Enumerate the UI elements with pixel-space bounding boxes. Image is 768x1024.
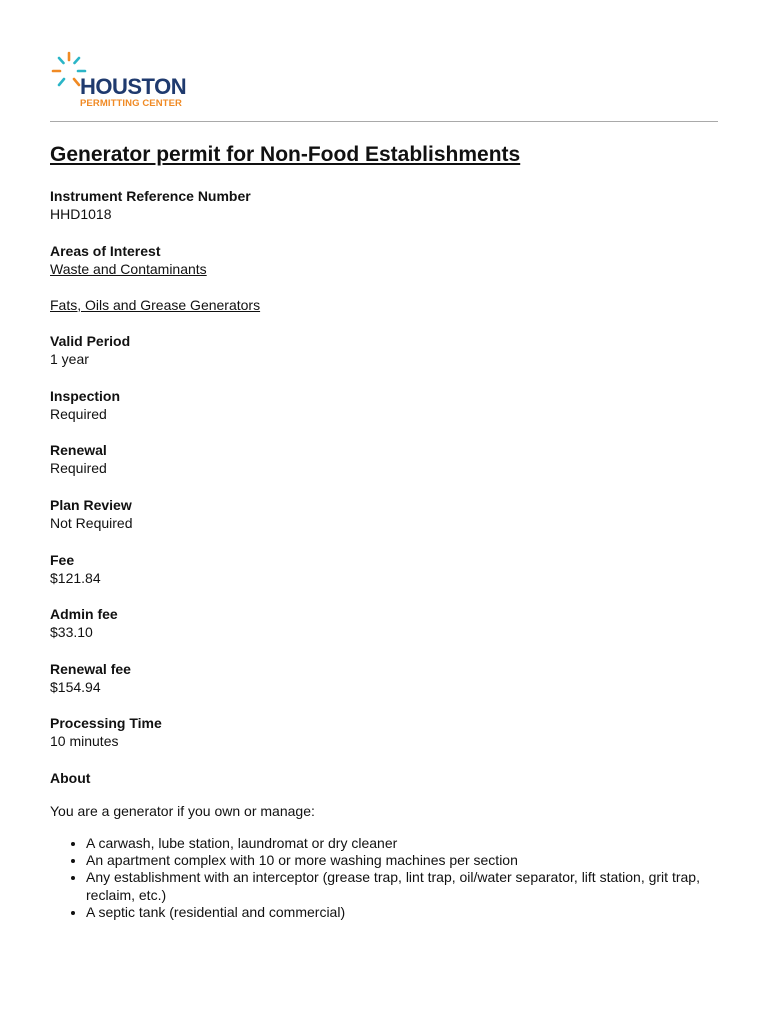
field-fee (50, 551, 718, 587)
about-section (50, 769, 718, 921)
field-value: 1 year (50, 351, 89, 368)
field-valid-period (50, 332, 718, 368)
field-inspection (50, 387, 718, 423)
field-processing-time (50, 714, 718, 750)
field-value: HHD1018 (50, 206, 112, 222)
houston-permitting-center-logo[interactable] (50, 50, 210, 114)
field-value: Required (50, 460, 107, 477)
field-plan-review (50, 496, 718, 532)
about-intro: You are a generator if you own or manage: (50, 802, 315, 819)
field-label: Valid Period (50, 333, 131, 350)
field-label: Renewal fee (50, 660, 131, 677)
list-item: • Any establishment with an interceptor (grease trap, lint trap, oil/water separator, lift station, grit trap, reclaim, etc.) (86, 869, 718, 903)
field-value: Not Required (50, 514, 133, 531)
field-admin-fee (50, 605, 718, 641)
field-renewal (50, 441, 718, 477)
spacer (50, 278, 718, 296)
field-label: Processing Time (50, 715, 162, 732)
list-item: • A septic tank (residential and commercial) (86, 904, 718, 921)
list-item: • An apartment complex with 10 or more washing machines per section (86, 852, 718, 869)
header-divider (50, 121, 718, 122)
link-fats-oils-grease-generators[interactable]: Fats, Oils and Grease Generators (50, 296, 261, 313)
field-label: Fee (50, 551, 75, 568)
page-title: Generator permit for Non-Food Establishments (50, 143, 521, 166)
generator-criteria-list (50, 835, 718, 921)
field-label: Renewal (50, 442, 107, 459)
field-label: Plan Review (50, 496, 132, 513)
field-renewal-fee (50, 660, 718, 696)
field-areas-of-interest (50, 242, 718, 314)
field-value: $121.84 (50, 569, 101, 586)
field-value: Required (50, 405, 107, 422)
field-value: 10 minutes (50, 733, 119, 750)
field-instrument-reference (50, 187, 718, 223)
logo-wordmark: HOUSTON (80, 74, 187, 99)
permit-details (50, 187, 718, 940)
field-label: Inspection (50, 387, 121, 404)
field-label: Instrument Reference Number (50, 188, 251, 204)
list-item: • A carwash, lube station, laundromat or dry cleaner (86, 835, 718, 852)
field-value: $154.94 (50, 678, 101, 695)
link-waste-and-contaminants[interactable]: Waste and Contaminants (50, 260, 207, 277)
field-label: Admin fee (50, 606, 118, 623)
logo-subline: PERMITTING CENTER (80, 98, 182, 109)
about-heading: About (50, 769, 91, 786)
field-label: Areas of Interest (50, 242, 161, 259)
field-value: $33.10 (50, 624, 93, 641)
